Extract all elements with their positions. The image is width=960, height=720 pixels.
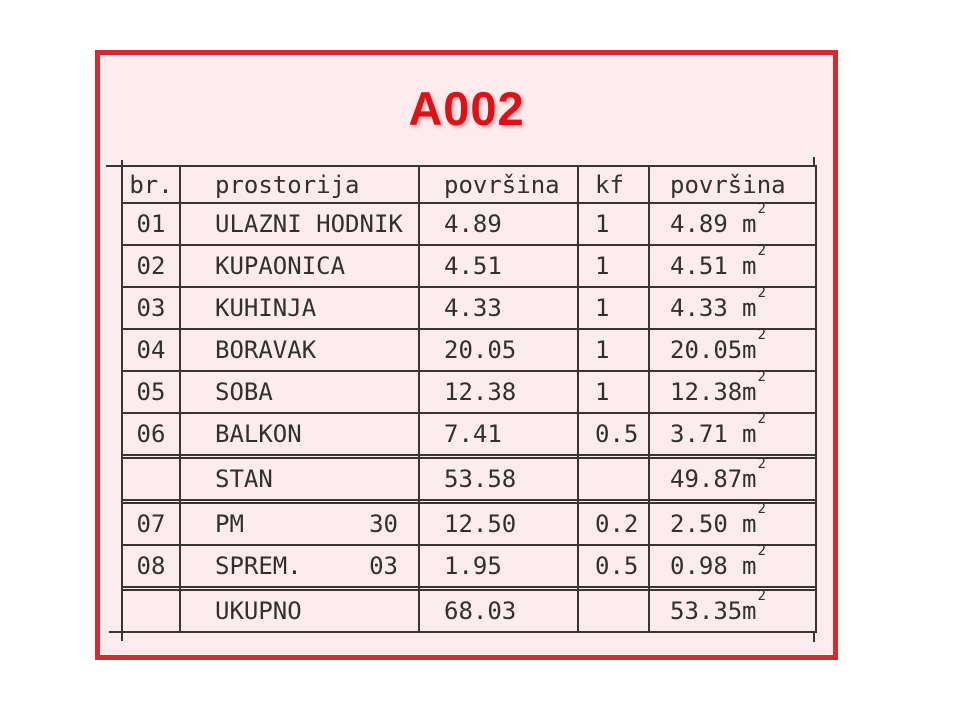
cell-result: $49.87m^2$ xyxy=(649,458,816,500)
room-number: 30 xyxy=(369,509,398,538)
cell-result: 3.71 $m^2$ xyxy=(649,413,816,455)
unit-m2: $m^2$ xyxy=(742,500,766,538)
cell-area: 68.03 xyxy=(419,590,578,632)
cell-result: 2.50 $m^2$ xyxy=(649,503,816,545)
cell-room: SOBA xyxy=(180,371,419,413)
cell-result: $20.05m^2$ xyxy=(649,329,816,371)
header-area: površina xyxy=(419,166,578,203)
unit-m2: $m^2$ xyxy=(742,587,766,625)
table-extension-tick xyxy=(109,631,121,633)
table-row xyxy=(122,413,816,455)
table-row-subtotal xyxy=(122,458,816,500)
cell-area: 4.89 xyxy=(419,203,578,245)
table-extension-tick xyxy=(813,157,815,165)
cell-br: 08 xyxy=(122,545,180,587)
cell-kf: 0.5 xyxy=(578,413,649,455)
cell-br: 01 xyxy=(122,203,180,245)
header-area2: površina xyxy=(649,166,816,203)
cell-area: 4.51 xyxy=(419,245,578,287)
cell-room: BALKON xyxy=(180,413,419,455)
cell-room: PM 30 xyxy=(180,503,419,545)
cell-br: 07 xyxy=(122,503,180,545)
header-kf: kf xyxy=(578,166,649,203)
table-row xyxy=(122,203,816,245)
cell-kf: 1 xyxy=(578,287,649,329)
cell-area: 7.41 xyxy=(419,413,578,455)
cell-result: $12.38m^2$ xyxy=(649,371,816,413)
cell-room: STAN xyxy=(180,458,419,500)
cell-br: 02 xyxy=(122,245,180,287)
unit-m2: $m^2$ xyxy=(742,284,766,322)
cell-result: 4.51 $m^2$ xyxy=(649,245,816,287)
cell-br: 04 xyxy=(122,329,180,371)
cell-kf: 1 xyxy=(578,329,649,371)
cell-br xyxy=(122,590,180,632)
unit-m2: $m^2$ xyxy=(742,410,766,448)
unit-m2: $m^2$ xyxy=(742,242,766,280)
table-row xyxy=(122,545,816,587)
cell-kf: 0.2 xyxy=(578,503,649,545)
table-extension-tick xyxy=(121,160,123,165)
cell-kf: 1 xyxy=(578,203,649,245)
table-row xyxy=(122,245,816,287)
cell-kf: 1 xyxy=(578,371,649,413)
cell-room: SPREM. 03 xyxy=(180,545,419,587)
cell-br xyxy=(122,458,180,500)
cell-result: 4.89 $m^2$ xyxy=(649,203,816,245)
cell-br: 06 xyxy=(122,413,180,455)
unit-m2: $m^2$ xyxy=(742,326,766,364)
table-row xyxy=(122,371,816,413)
cell-area: 20.05 xyxy=(419,329,578,371)
table-row-total xyxy=(122,590,816,632)
cell-kf xyxy=(578,458,649,500)
cell-kf: 1 xyxy=(578,245,649,287)
cell-result: $53.35m^2$ xyxy=(649,590,816,632)
header-room: prostorija xyxy=(180,166,419,203)
unit-m2: $m^2$ xyxy=(742,455,766,493)
table-extension-tick xyxy=(121,633,123,641)
table-extension-tick xyxy=(106,165,121,167)
unit-m2: $m^2$ xyxy=(742,200,766,238)
unit-code-title: A002 xyxy=(408,82,525,135)
room-number: 03 xyxy=(369,551,398,580)
cell-br: 03 xyxy=(122,287,180,329)
area-table-wrap xyxy=(121,165,815,633)
cell-room: KUHINJA xyxy=(180,287,419,329)
cell-area: 12.50 xyxy=(419,503,578,545)
unit-m2: $m^2$ xyxy=(742,542,766,580)
cell-result: 4.33 $m^2$ xyxy=(649,287,816,329)
cell-result: 0.98 $m^2$ xyxy=(649,545,816,587)
cell-room: ULAZNI HODNIK xyxy=(180,203,419,245)
cell-area: 4.33 xyxy=(419,287,578,329)
cell-room: BORAVAK xyxy=(180,329,419,371)
unit-m2: $m^2$ xyxy=(742,368,766,406)
table-row xyxy=(122,329,816,371)
unit-info-card xyxy=(95,50,838,660)
table-row xyxy=(122,503,816,545)
cell-br: 05 xyxy=(122,371,180,413)
area-calculation-table xyxy=(121,165,817,633)
cell-kf xyxy=(578,590,649,632)
table-extension-tick xyxy=(813,633,815,642)
table-row xyxy=(122,287,816,329)
cell-kf: 0.5 xyxy=(578,545,649,587)
cell-area: 1.95 xyxy=(419,545,578,587)
cell-room: KUPAONICA xyxy=(180,245,419,287)
cell-area: 12.38 xyxy=(419,371,578,413)
cell-room: UKUPNO xyxy=(180,590,419,632)
header-br: br. xyxy=(122,166,180,203)
table-header-row xyxy=(122,166,816,203)
cell-area: 53.58 xyxy=(419,458,578,500)
